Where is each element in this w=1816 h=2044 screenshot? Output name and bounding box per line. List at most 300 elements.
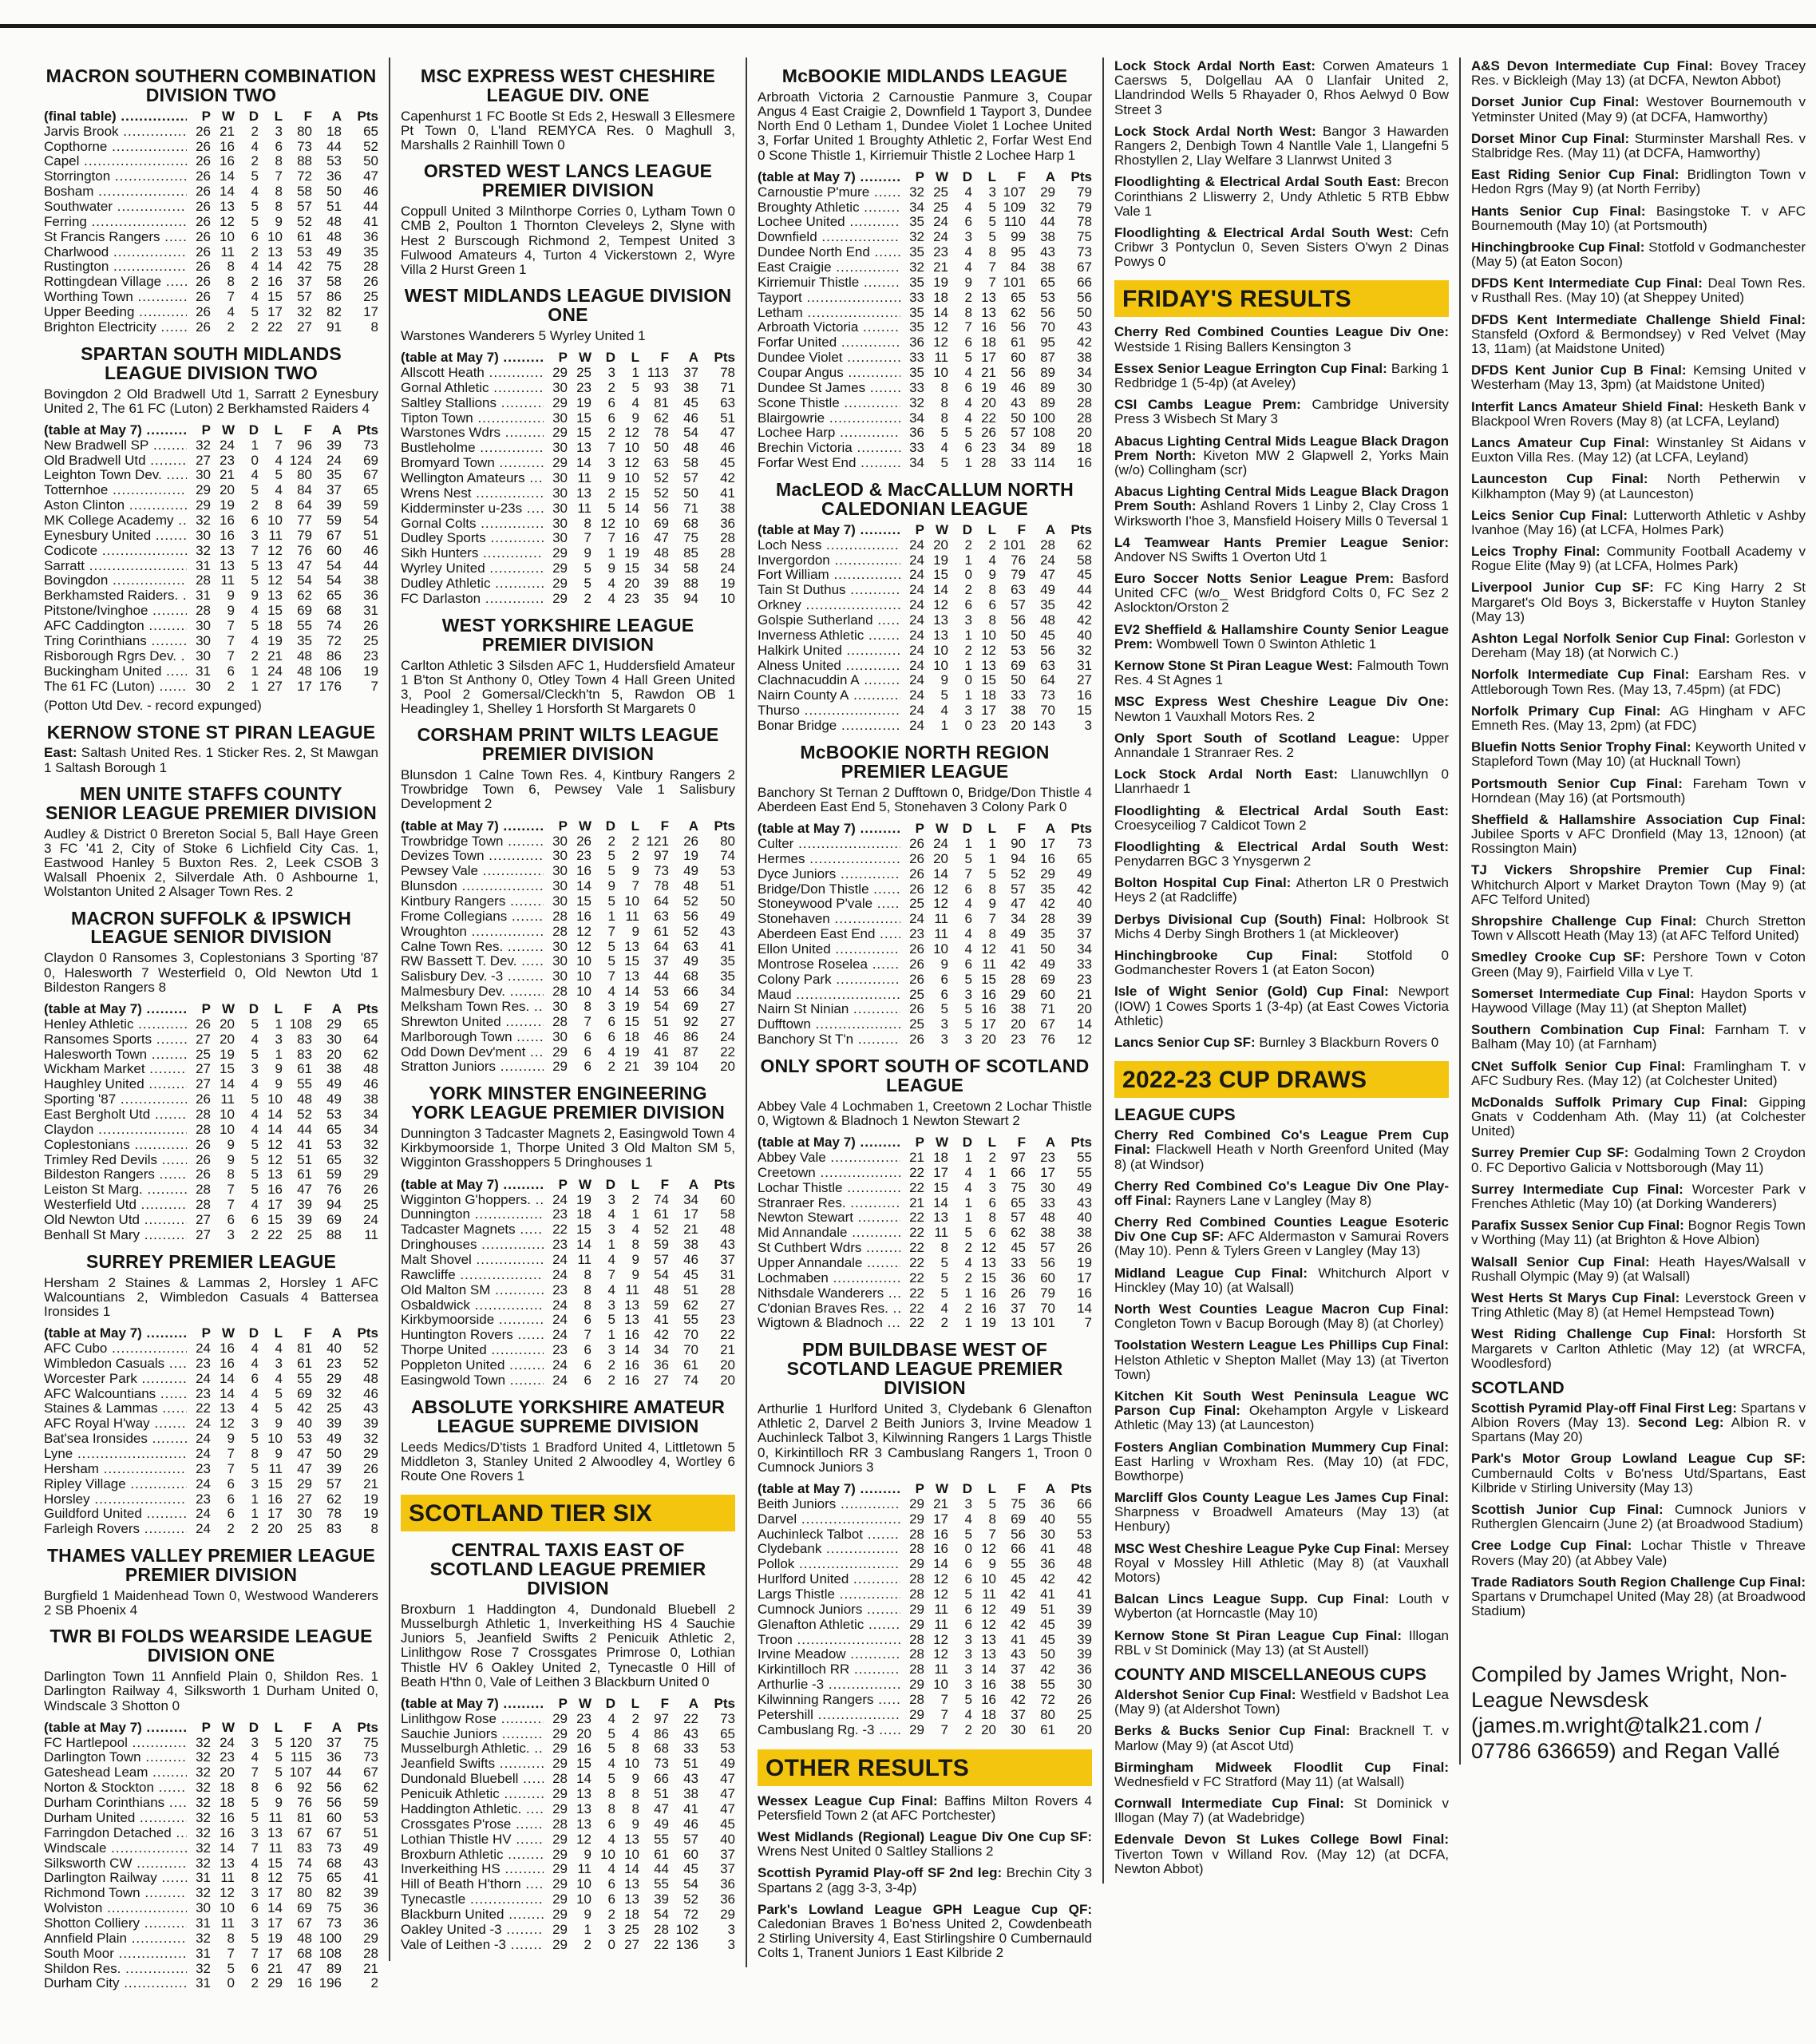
column-header-pts: Pts: [1070, 1135, 1092, 1151]
table-row: [44, 1811, 378, 1826]
stat-value: 8: [631, 1800, 639, 1816]
stat-value: 16: [981, 1300, 996, 1316]
team-name: Berkhamsted Raiders. .....: [44, 588, 187, 604]
team-name: Lochmaben .....: [758, 1271, 900, 1286]
stat-value: 1: [964, 627, 972, 643]
stat-value: 29: [552, 1921, 568, 1937]
result-item: Midland League Cup Final: Whitchurch Alport v Hinckley (May 10) (at Walsall): [1114, 1265, 1449, 1295]
stat-value: 14: [933, 1556, 948, 1572]
stat-value: 6: [251, 1960, 259, 1976]
stat-value: 18: [576, 1206, 591, 1222]
column-header-p: P: [915, 821, 924, 837]
stat-value: 30: [552, 410, 568, 426]
stat-value: 22: [909, 1225, 924, 1241]
stat-value: 4: [607, 1861, 615, 1877]
stat-value: 30: [552, 969, 568, 984]
table-row: [758, 867, 1092, 882]
stat-value: 12: [576, 923, 591, 939]
stat-value: 61: [297, 228, 312, 244]
stat-value: 6: [964, 597, 972, 613]
stat-value: 31: [196, 663, 211, 679]
result-item: Toolstation Western League Les Phillips Cup Final: Helston Athletic v Shepton Mallet (May 13) (at Tiverton Town): [1114, 1337, 1449, 1382]
team-name: Bromyard Town .....: [401, 456, 544, 471]
stat-value: 69: [1011, 1511, 1026, 1527]
stat-value: 12: [267, 572, 283, 588]
team-name: Ransomes Sports .....: [44, 1032, 187, 1048]
team-name: Maud .....: [758, 988, 900, 1003]
stat-value: 18: [981, 335, 996, 351]
stat-value: 9: [227, 588, 235, 604]
stat-value: 8: [631, 1237, 639, 1253]
stat-value: 17: [981, 703, 996, 719]
stat-value: 22: [720, 1044, 735, 1060]
stat-value: 13: [933, 627, 948, 643]
section-title-mcbookie-north-region-premier-league: McBOOKIE NORTH REGION PREMIER LEAGUE: [800, 741, 1050, 782]
stat-value: 5: [607, 1771, 615, 1787]
stat-value: 5: [988, 1495, 996, 1511]
stat-value: 36: [909, 425, 924, 441]
stat-value: 36: [326, 1749, 342, 1765]
stat-value: 53: [720, 1741, 735, 1757]
stat-value: 49: [326, 244, 342, 259]
stat-value: 31: [196, 557, 211, 573]
team-name: Old Bradwell Utd .....: [44, 454, 187, 469]
stat-value: 6: [988, 1225, 996, 1241]
table-row: [44, 200, 378, 215]
table-row: [44, 559, 378, 574]
stat-value: 1: [940, 718, 948, 734]
column-header-pts: Pts: [357, 422, 378, 438]
table-row: [758, 583, 1092, 598]
stat-value: 34: [1011, 440, 1026, 456]
stat-value: 59: [326, 1167, 342, 1182]
stat-value: 11: [220, 1870, 235, 1886]
stat-value: 108: [1032, 425, 1055, 441]
table-row: [758, 1166, 1092, 1181]
stat-value: 38: [1011, 1677, 1026, 1693]
stat-value: 7: [275, 437, 283, 453]
team-name: Hermes .....: [758, 852, 900, 867]
stat-value: 94: [683, 590, 698, 606]
stat-value: 16: [624, 1357, 639, 1373]
stat-value: 34: [909, 410, 924, 426]
stat-value: 5: [988, 199, 996, 215]
table-row: [44, 1138, 378, 1153]
section-title-twr-bi-folds-wearside-league-division-on: TWR BI FOLDS WEARSIDE LEAGUE DIVISION ONE: [49, 1626, 373, 1666]
stat-value: 28: [1040, 911, 1055, 927]
stat-value: 92: [297, 1780, 312, 1796]
stat-value: 5: [251, 168, 259, 184]
table-row: [401, 1045, 735, 1060]
stat-value: 29: [909, 1495, 924, 1511]
column-header-pts: Pts: [357, 1325, 378, 1341]
table-header-row: [401, 1178, 735, 1193]
stat-value: 97: [654, 848, 669, 864]
stat-value: 9: [988, 896, 996, 912]
team-name: Upper Annandale .....: [758, 1256, 900, 1271]
stat-value: 34: [1077, 365, 1092, 381]
stat-value: 46: [683, 410, 698, 426]
stat-value: 1: [275, 1046, 283, 1062]
team-name: Lothian Thistle HV .....: [401, 1832, 544, 1848]
stat-value: 54: [683, 425, 698, 441]
stat-value: 69: [297, 1385, 312, 1401]
stat-value: 67: [1077, 259, 1092, 275]
result-label: Cherry Red Combined Counties League Div One:: [1114, 324, 1449, 340]
stat-value: 26: [363, 618, 378, 634]
stat-value: 67: [326, 527, 342, 543]
stat-value: 12: [933, 319, 948, 335]
stat-value: 52: [683, 893, 698, 909]
table-row: [401, 576, 735, 592]
stat-value: 4: [607, 1756, 615, 1772]
stat-value: 24: [363, 1211, 378, 1227]
table-row: [758, 1572, 1092, 1587]
stat-value: 12: [933, 881, 948, 897]
stat-value: 11: [982, 1586, 996, 1602]
stat-value: 76: [1040, 1032, 1055, 1048]
result-item: Floodlighting & Electrical Ardal South West: Penydarren BGC 3 Ynysgerwn 2: [1114, 838, 1449, 869]
stat-value: 32: [196, 1765, 211, 1781]
stat-value: 11: [268, 527, 283, 543]
stat-value: 82: [326, 303, 342, 319]
subhead-scotland: SCOTLAND: [1471, 1378, 1565, 1397]
table-row: [758, 1032, 1092, 1048]
stat-value: 47: [654, 530, 669, 546]
stat-value: 66: [1077, 1495, 1092, 1511]
stat-value: 32: [363, 1136, 378, 1152]
result-item: CNet Suffolk Senior Cup Final: Framlingham T. v AFC Sudbury Res. (May 12) (at Colchester United): [1471, 1058, 1806, 1088]
column-header-d: D: [962, 521, 972, 537]
stat-value: 48: [683, 878, 698, 894]
stat-value: 26: [196, 138, 211, 154]
stat-value: 10: [220, 1121, 235, 1137]
stat-value: 24: [1040, 552, 1055, 568]
stat-value: 28: [363, 259, 378, 275]
team-name: Devizes Town .....: [401, 849, 544, 864]
result-label: Interfit Lancs Amateur Shield Final:: [1471, 398, 1704, 414]
team-name: Halesworth Town .....: [44, 1048, 187, 1063]
table-row: [401, 940, 735, 955]
stat-value: 5: [251, 1431, 259, 1447]
team-name: Orkney .....: [758, 598, 900, 613]
stat-value: 69: [1040, 971, 1055, 987]
stat-value: 22: [909, 1315, 924, 1331]
stat-value: 94: [326, 1197, 342, 1213]
stat-value: 51: [363, 527, 378, 543]
table-row: [44, 245, 378, 260]
section-title-kernow-stone-st-piran-league: KERNOW STONE ST PIRAN LEAGUE: [46, 721, 376, 743]
stat-value: 43: [720, 1237, 735, 1253]
team-name: Old Malton SM .....: [401, 1283, 544, 1298]
stat-value: 2: [251, 319, 259, 335]
stat-value: 23: [363, 648, 378, 664]
result-item: Burgfield 1 Maidenhead Town 0, Westwood Wanderers 2 SB Phoenix 4: [44, 1588, 378, 1618]
column-header-p: P: [201, 1000, 211, 1016]
stat-value: 9: [584, 545, 591, 561]
stat-value: 8: [227, 1167, 235, 1182]
stat-value: 30: [552, 379, 568, 395]
table-row: [44, 1416, 378, 1432]
team-name: Dufftown .....: [758, 1017, 900, 1032]
stat-value: 18: [267, 618, 283, 634]
stat-value: 6: [964, 911, 972, 927]
result-item: Carlton Athletic 3 Silsden AFC 1, Huddersfield Amateur 1 B'ton St Anthony 0, Otley Town 4 Hall Green United 3, Pool 2 Gomersal/Cleckh'tn 5, Rawdon OB 1 Headingley 1, Shelley 1 Horsforth St Margarets 0: [401, 657, 735, 717]
table-row: [401, 1757, 735, 1772]
compiled-by: Compiled by James Wright, Non-League Newsdesk (james.m.wright@talk21.com / 07786 636659) and Regan Vallé: [1471, 1662, 1787, 1763]
team-name: Marlborough Town .....: [401, 1030, 544, 1045]
team-name: The 61 FC (Luton) .....: [44, 679, 187, 695]
stat-value: 24: [552, 1251, 568, 1267]
stat-value: 33: [1040, 1194, 1055, 1210]
stat-value: 49: [1040, 956, 1055, 972]
stat-value: 5: [251, 1091, 259, 1107]
stat-value: 35: [909, 274, 924, 290]
result-item: Abacus Lighting Central Mids League Black Dragon Prem South: Ashland Rovers 1 Linby 2, Clay Cross 1 Wirksworth I'hoe 3, Mansfield Hoisery Mills 0 Teversal 1: [1114, 484, 1449, 529]
stat-value: 48: [720, 1222, 735, 1238]
stat-value: 0: [227, 1975, 235, 1991]
result-label: Scottish Junior Cup Final:: [1471, 1502, 1664, 1517]
column-header-p: P: [201, 1325, 211, 1341]
stat-value: 8: [251, 1870, 259, 1886]
team-name: Blairgowrie .....: [758, 411, 900, 426]
stat-value: 7: [607, 923, 615, 939]
stat-value: 7: [584, 1013, 591, 1029]
stat-value: 29: [909, 1601, 924, 1617]
stat-value: 7: [964, 319, 972, 335]
stat-value: 13: [981, 1255, 996, 1271]
stat-value: 12: [600, 515, 615, 531]
stat-value: 48: [297, 663, 312, 679]
team-name: Melksham Town Res. .....: [401, 1000, 544, 1015]
stat-value: 1: [607, 908, 615, 924]
stat-value: 12: [220, 1885, 235, 1901]
result-item: Berks & Bucks Senior Cup Final: Bracknell T. v Marlow (May 9) (at Ascot Utd): [1114, 1723, 1450, 1753]
stat-value: 23: [552, 1206, 568, 1222]
team-name: Warstones Wdrs .....: [401, 426, 544, 441]
stat-value: 23: [909, 926, 924, 942]
column-header-p: P: [558, 1695, 568, 1711]
column-header-l: L: [274, 1325, 283, 1341]
stat-value: 11: [220, 572, 235, 588]
stat-value: 10: [576, 953, 591, 969]
table-row: [758, 320, 1092, 335]
result-item: Leics Senior Cup Final: Lutterworth Athletic v Ashby Ivanhoe (May 16) (at LCFA, Holmes Park): [1471, 507, 1806, 537]
result-label: Isle of Wight Senior (Gold) Cup Final:: [1114, 984, 1389, 1000]
stat-value: 5: [964, 1692, 972, 1707]
stat-value: 5: [251, 1151, 259, 1167]
result-label: Wessex League Cup Final:: [758, 1792, 938, 1808]
table-row: [758, 1633, 1092, 1648]
stat-value: 37: [654, 953, 669, 969]
table-row: [44, 1372, 378, 1387]
league-table: [401, 1178, 735, 1388]
team-name: AFC Royal H'way .....: [44, 1416, 187, 1432]
table-row: [401, 501, 735, 517]
stat-value: 20: [220, 482, 235, 498]
table-row: [401, 925, 735, 940]
stat-value: 3: [964, 1631, 972, 1647]
stat-value: 67: [326, 1824, 342, 1840]
stat-value: 13: [267, 244, 283, 259]
table-row: [758, 1618, 1092, 1633]
stat-value: 73: [654, 1756, 669, 1772]
stat-value: 29: [552, 590, 568, 606]
stat-value: 5: [964, 850, 972, 866]
stat-value: 6: [584, 1357, 591, 1373]
column-header-w: W: [221, 1000, 235, 1016]
stat-value: 54: [326, 572, 342, 588]
stat-value: 41: [1011, 1631, 1026, 1647]
stat-value: 9: [988, 1556, 996, 1572]
stat-value: 64: [654, 893, 669, 909]
stat-value: 26: [909, 971, 924, 987]
table-row: [758, 852, 1092, 867]
stat-value: 27: [297, 319, 312, 335]
stat-value: 3: [727, 1921, 735, 1937]
team-name: Allscott Heath .....: [401, 366, 544, 381]
stat-value: 16: [1077, 1285, 1092, 1301]
stat-value: 29: [909, 1556, 924, 1572]
table-row: [44, 230, 378, 245]
result-item: L4 Teamwear Hants Premier League Senior: Andover NS Swifts 1 Overton Utd 1: [1114, 534, 1449, 564]
stat-value: 16: [576, 1741, 591, 1757]
stat-value: 29: [363, 1167, 378, 1182]
stat-value: 13: [981, 657, 996, 673]
stat-value: 6: [251, 1370, 259, 1386]
stat-value: 12: [267, 1870, 283, 1886]
table-row: [758, 456, 1092, 471]
stat-value: 3: [607, 1297, 615, 1313]
stat-value: 9: [607, 470, 615, 485]
table-row: [401, 1787, 735, 1802]
result-item: Euro Soccer Notts Senior League Prem: Basford United CFC (w/o_ West Bridgford Colts 0, FC Sez 2 Aslockton/Orston 2: [1114, 571, 1449, 616]
result-item: Essex Senior League Errington Cup Final: Barking 1 Redbridge 1 (5-4p) (at Aveley): [1114, 360, 1449, 390]
stat-value: 3: [607, 1342, 615, 1358]
stat-value: 17: [267, 1506, 283, 1522]
stat-value: 26: [196, 289, 211, 305]
stat-value: 5: [251, 1795, 259, 1811]
stat-value: 80: [297, 1885, 312, 1901]
stat-value: 26: [196, 244, 211, 259]
column-header-p: P: [201, 422, 211, 438]
stat-value: 53: [326, 1106, 342, 1122]
stat-value: 77: [297, 513, 312, 529]
stat-value: 1: [251, 1491, 259, 1507]
stat-value: 14: [624, 1861, 639, 1877]
stat-value: 37: [720, 1861, 735, 1877]
table-row: [401, 849, 735, 864]
stat-value: 2: [251, 123, 259, 139]
stat-value: 65: [326, 1151, 342, 1167]
section-title-york-minster-engineering-york-league-pre: YORK MINSTER ENGINEERING YORK LEAGUE PREMIER DIVISION: [411, 1083, 725, 1123]
team-name: Kilwinning Rangers .....: [758, 1693, 900, 1708]
result-label: MSC Express West Cheshire League Div One:: [1114, 694, 1449, 710]
table-row: [401, 984, 735, 1000]
team-name: Nairn County A .....: [758, 688, 900, 703]
stat-value: 19: [1077, 1255, 1092, 1271]
stat-value: 37: [1011, 1662, 1026, 1678]
column-4: [1102, 57, 1449, 1884]
table-row: [44, 305, 378, 320]
stat-value: 53: [297, 244, 312, 259]
stat-value: 5: [988, 866, 996, 881]
stat-value: 5: [964, 1001, 972, 1017]
stat-value: 12: [933, 1586, 948, 1602]
stat-value: 7: [988, 1526, 996, 1542]
team-name: Wellington Amateurs .....: [401, 471, 544, 486]
column-header-f: F: [303, 1719, 312, 1735]
stat-value: 13: [624, 1831, 639, 1847]
team-name: Montrose Roselea .....: [758, 957, 900, 972]
stat-value: 29: [720, 1906, 735, 1922]
stat-value: 47: [297, 1182, 312, 1198]
stat-value: 64: [297, 497, 312, 513]
stat-value: 27: [196, 1031, 211, 1047]
stat-value: 58: [683, 561, 698, 576]
stat-value: 32: [196, 542, 211, 558]
stat-value: 18: [933, 289, 948, 305]
stat-value: 63: [720, 394, 735, 410]
stat-value: 28: [552, 908, 568, 924]
stat-value: 3: [727, 1936, 735, 1952]
stat-value: 20: [1011, 718, 1026, 734]
stat-value: 76: [297, 1795, 312, 1811]
stat-value: 29: [552, 1044, 568, 1060]
table-row: [758, 1196, 1092, 1211]
stat-value: 96: [297, 437, 312, 453]
table-row: [44, 1401, 378, 1416]
team-name: Rottingdean Village .....: [44, 275, 187, 290]
table-header-row: [758, 1135, 1092, 1151]
stat-value: 28: [552, 1816, 568, 1832]
stat-value: 95: [1040, 335, 1055, 351]
result-item: Shropshire Challenge Cup Final: Church Stretton Town v Allscott Heath (May 13) (at AFC Telford United): [1471, 913, 1806, 944]
stat-value: 10: [600, 1846, 615, 1862]
stat-value: 45: [720, 1816, 735, 1832]
table-row: [758, 1512, 1092, 1527]
table-row: [401, 1328, 735, 1343]
stat-value: 3: [251, 1885, 259, 1901]
stat-value: 36: [1040, 1556, 1055, 1572]
stat-value: 45: [1040, 627, 1055, 643]
column-header-f: F: [1017, 168, 1026, 184]
table-row: [401, 1298, 735, 1313]
stat-value: 26: [196, 184, 211, 200]
stat-value: 3: [227, 1226, 235, 1242]
stat-value: 5: [251, 213, 259, 229]
stat-value: 18: [220, 1795, 235, 1811]
section-title-central-taxis-east-of-scotland-league-pr: CENTRAL TAXIS EAST OF SCOTLAND LEAGUE PREMIER DIVISION: [429, 1539, 706, 1598]
result-label: Only Sport South of Scotland League:: [1114, 730, 1400, 746]
league-table: [758, 523, 1092, 734]
team-name: Pewsey Vale .....: [401, 864, 544, 879]
column-header-a: A: [1045, 1480, 1055, 1496]
stat-value: 10: [220, 228, 235, 244]
stat-value: 0: [964, 718, 972, 734]
result-label: Euro Soccer Notts Senior League Prem:: [1114, 571, 1395, 587]
table-row: [758, 1723, 1092, 1738]
stat-value: 69: [297, 1900, 312, 1916]
stat-value: 27: [297, 1491, 312, 1507]
team-name: Shrewton United .....: [401, 1015, 544, 1030]
stat-value: 16: [981, 1285, 996, 1301]
stat-value: 1: [251, 1506, 259, 1522]
result-item: Kernow Stone St Piran League Cup Final: Illogan RBL v St Dominick (May 13) (at St Austell): [1114, 1627, 1449, 1658]
team-name: Kirkbymoorside .....: [401, 1313, 544, 1328]
stat-value: 33: [1011, 687, 1026, 703]
stat-value: 33: [683, 1741, 698, 1757]
